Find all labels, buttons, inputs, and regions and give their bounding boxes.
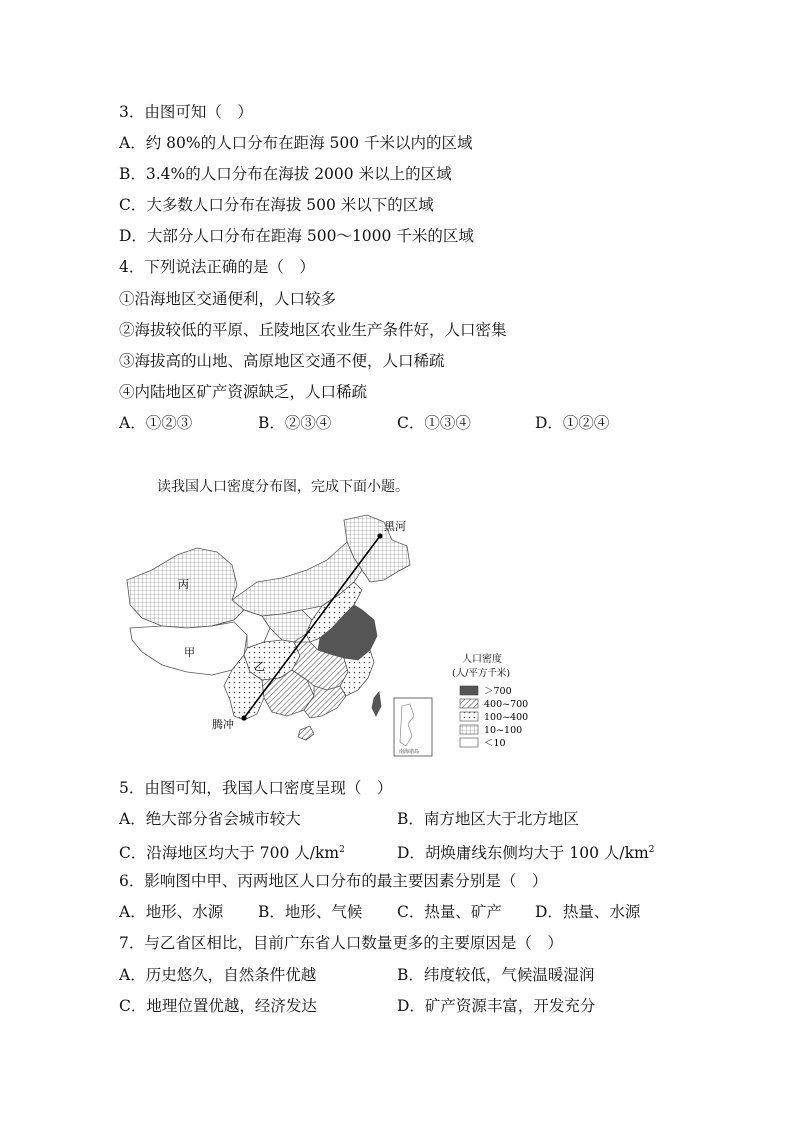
q4-option-a: A．①②③ [119, 414, 193, 432]
q3-option-a: A．约 80%的人口分布在距海 500 千米以内的区域 [119, 134, 473, 152]
q5-option-c-text: C．沿海地区均大于 700 人/km [119, 844, 340, 863]
q7-option-a: A．历史悠久，自然条件优越 [119, 966, 317, 984]
q4-statement-1: ①沿海地区交通便利，人口较多 [119, 290, 337, 308]
heihe-point [377, 533, 382, 538]
label-heihe: 黑河 [384, 520, 406, 533]
legend-label-0: ＞700 [484, 686, 512, 697]
q7-option-c: C．地理位置优越，经济发达 [119, 997, 317, 1015]
q4-stem: 4．下列说法正确的是（ ） [119, 258, 315, 276]
q6-option-d: D．热量、水源 [535, 903, 641, 921]
map-intro: 读我国人口密度分布图，完成下面小题。 [157, 479, 409, 495]
tengchong-point [241, 715, 246, 720]
q4-statement-2: ②海拔较低的平原、丘陵地区农业生产条件好，人口密集 [119, 321, 507, 339]
q3-option-b: B．3.4%的人口分布在海拔 2000 米以上的区域 [119, 165, 452, 183]
legend-swatch-blank [460, 738, 478, 747]
q6-option-b: B．地形、气候 [258, 903, 363, 921]
q3-stem: 3．由图可知（ ） [119, 103, 253, 121]
q4-statement-3: ③海拔高的山地、高原地区交通不便，人口稀疏 [119, 352, 445, 370]
map-legend [452, 652, 528, 749]
q4-option-b: B．②③④ [258, 414, 332, 432]
q6-option-c: C．热量、矿产 [397, 903, 502, 921]
q5-option-d-text: D．胡焕庸线东侧均大于 100 人/km [397, 844, 649, 863]
legend-swatch-hatch [460, 699, 478, 708]
q4-statement-4: ④内陆地区矿产资源缺乏，人口稀疏 [119, 383, 368, 401]
q7-option-b: B．纬度较低，气候温暖湿润 [397, 966, 595, 984]
legend-swatch-dots [460, 712, 478, 721]
population-density-map [122, 510, 542, 770]
q5-option-b: B．南方地区大于北方地区 [397, 810, 579, 828]
q4-option-c: C．①③④ [397, 414, 471, 432]
label-tengchong: 腾冲 [212, 718, 234, 731]
q7-stem: 7．与乙省区相比，目前广东省人口数量更多的主要原因是（ ） [119, 934, 563, 952]
q5-stem: 5．由图可知，我国人口密度呈现（ ） [119, 779, 393, 797]
q5-option-d-sup: 2 [648, 845, 655, 855]
legend-label-4: ＜10 [484, 738, 506, 749]
legend-title: 人口密度 [462, 654, 502, 665]
q5-option-c [119, 840, 345, 863]
legend-label-2: 100~400 [484, 712, 529, 723]
q5-option-a: A．绝大部分省会城市较大 [119, 810, 301, 828]
legend-label-1: 400~700 [484, 699, 529, 710]
q6-stem: 6．影响图中甲、丙两地区人口分布的最主要因素分别是（ ） [119, 872, 548, 890]
legend-swatch-grid [460, 725, 478, 734]
q7-option-d: D．矿产资源丰富，开发充分 [397, 997, 596, 1015]
label-jia: 甲 [184, 646, 195, 659]
q3-option-c: C．大多数人口分布在海拔 500 米以下的区域 [119, 196, 434, 214]
label-yi: 乙 [254, 660, 265, 673]
q5-option-c-sup: 2 [339, 845, 345, 855]
legend-unit: (人/平方千米) [452, 668, 511, 679]
region-hainan [298, 726, 314, 740]
south-china-sea-inset [394, 698, 432, 756]
legend-swatch-solid [460, 686, 478, 695]
q4-option-d: D．①②④ [535, 414, 610, 432]
q5-option-d [397, 840, 654, 863]
region-taiwan [372, 692, 381, 716]
legend-label-3: 10~100 [484, 725, 523, 736]
q3-option-d: D．大部分人口分布在距海 500～1000 千米的区域 [119, 227, 474, 245]
label-bing: 丙 [178, 578, 189, 591]
inset-label: 南海诸岛 [399, 749, 420, 755]
q6-option-a: A．地形、水源 [119, 903, 224, 921]
